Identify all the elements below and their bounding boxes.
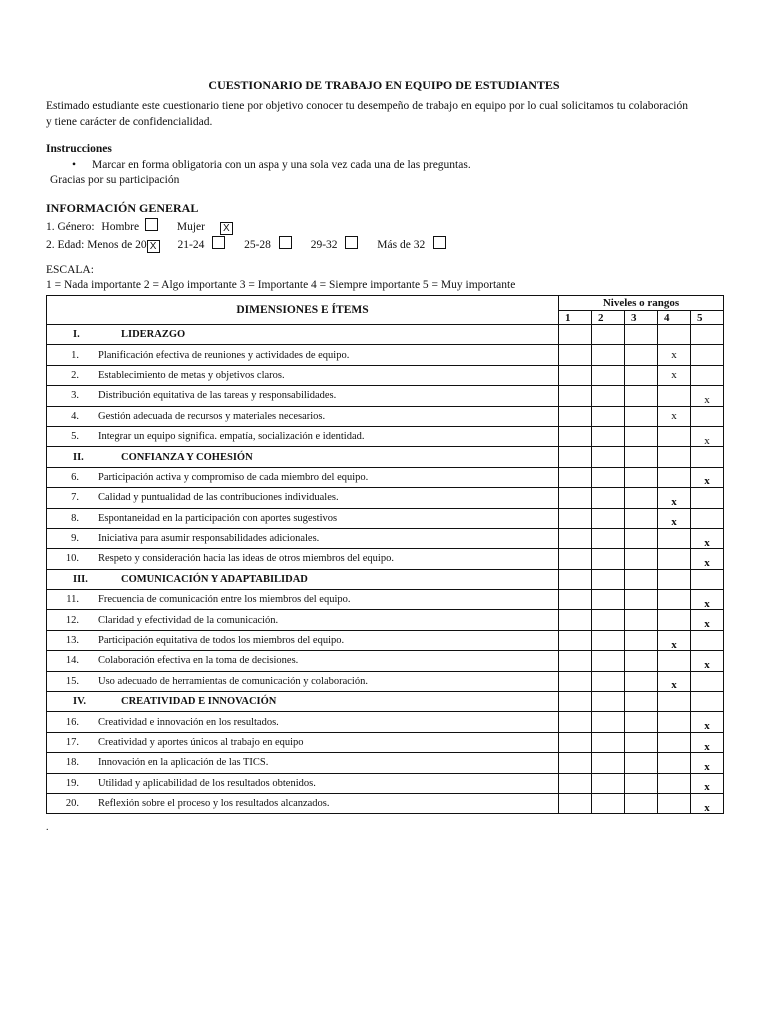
answer-cell[interactable] (592, 406, 625, 426)
table-header-row (47, 296, 724, 311)
answer-cell[interactable] (691, 712, 724, 732)
item-cell (47, 732, 559, 752)
item-row (47, 365, 724, 385)
answer-cell[interactable] (691, 488, 724, 508)
item-row (47, 630, 724, 650)
answer-cell[interactable] (625, 773, 658, 793)
item-text: Respeto y consideración hacia las ideas de otros miembros del equipo. (98, 553, 394, 565)
item-text: Creatividad y aportes únicos al trabajo en equipo (98, 737, 304, 748)
checkbox-29-32[interactable] (345, 236, 358, 249)
answer-cell (691, 569, 724, 589)
answer-cell[interactable] (559, 406, 592, 426)
answer-cell[interactable] (625, 549, 658, 569)
answer-cell[interactable] (559, 528, 592, 548)
answer-cell[interactable] (625, 610, 658, 630)
item-text: Participación equitativa de todos los miembros del equipo. (98, 635, 345, 647)
answer-cell[interactable] (658, 773, 691, 793)
item-row (47, 488, 724, 508)
answer-cell[interactable] (592, 793, 625, 813)
answer-cell[interactable] (625, 671, 658, 691)
item-cell (47, 630, 559, 650)
answer-cell[interactable] (691, 386, 724, 406)
item-number: 1. (71, 349, 79, 361)
answer-cell[interactable] (559, 426, 592, 446)
item-number: 17. (65, 737, 79, 748)
item-text: Claridad y efectividad de la comunicación. (98, 614, 279, 626)
answer-cell[interactable] (691, 365, 724, 385)
item-row (47, 610, 724, 630)
item-number: 7. (71, 492, 79, 504)
item-number: 13. (65, 635, 79, 647)
answer-cell[interactable] (559, 793, 592, 813)
answer-cell[interactable] (658, 610, 691, 630)
items-table (46, 295, 724, 814)
item-number: 11. (66, 594, 79, 606)
answer-cell (691, 325, 724, 345)
item-number: 19. (65, 777, 79, 789)
checkbox-menos-20[interactable]: X (147, 240, 160, 253)
answer-cell[interactable] (625, 508, 658, 528)
general-info-heading: INFORMACIÓN GENERAL (46, 201, 199, 215)
section-number: I. (73, 329, 80, 341)
item-row (47, 406, 724, 426)
answer-cell[interactable] (625, 406, 658, 426)
item-cell (47, 488, 559, 508)
header-dimensions: DIMENSIONES E ÍTEMS (47, 296, 559, 325)
answer-mark: x (704, 434, 710, 447)
age-option-label: 25-28 (244, 239, 271, 251)
answer-cell[interactable] (658, 345, 691, 365)
item-number: 6. (71, 471, 79, 483)
answer-cell[interactable] (658, 793, 691, 813)
instructions-item: Marcar en forma obligatoria con un aspa y una sola vez cada una de las preguntas. (92, 159, 471, 171)
section-name: LIDERAZGO (121, 329, 186, 341)
item-number: 10. (65, 553, 79, 565)
section-title (47, 692, 559, 712)
answer-cell[interactable] (559, 630, 592, 650)
answer-mark: x (704, 781, 710, 794)
answer-cell[interactable] (658, 590, 691, 610)
answer-cell[interactable] (592, 610, 625, 630)
answer-cell[interactable] (691, 773, 724, 793)
answer-cell (559, 325, 592, 345)
answer-cell[interactable] (559, 345, 592, 365)
answer-cell[interactable] (592, 549, 625, 569)
answer-cell (691, 692, 724, 712)
answer-cell[interactable] (559, 488, 592, 508)
item-row (47, 793, 724, 813)
item-number: 4. (71, 410, 79, 422)
answer-cell[interactable] (691, 793, 724, 813)
answer-cell[interactable] (658, 467, 691, 487)
intro-paragraph: Estimado estudiante este cuestionario tiene por objetivo conocer tu desempeño de trabajo en equipo por lo cual solicitamos tu colaboración y tiene carácter de confidencialidad. (46, 100, 688, 128)
item-number: 14. (65, 655, 79, 667)
thanks-text: Gracias por su participación (50, 174, 180, 186)
item-row (47, 467, 724, 487)
gender-option-label: Hombre (101, 221, 140, 233)
answer-cell[interactable] (691, 426, 724, 446)
section-row (47, 692, 724, 712)
answer-cell[interactable] (658, 365, 691, 385)
item-cell (47, 549, 559, 569)
answer-cell[interactable] (592, 712, 625, 732)
item-row (47, 528, 724, 548)
item-number: 20. (65, 798, 79, 810)
section-name: COMUNICACIÓN Y ADAPTABILIDAD (121, 573, 308, 585)
item-cell (47, 610, 559, 630)
answer-cell[interactable] (592, 753, 625, 773)
answer-cell[interactable] (592, 467, 625, 487)
answer-cell[interactable] (691, 590, 724, 610)
checkbox-hombre[interactable] (145, 218, 158, 231)
item-row (47, 671, 724, 691)
item-cell (47, 590, 559, 610)
answer-cell[interactable] (559, 386, 592, 406)
answer-cell[interactable] (658, 386, 691, 406)
answer-cell[interactable] (592, 773, 625, 793)
section-title (47, 325, 559, 345)
age-option-label: 21-24 (177, 239, 205, 251)
item-number: 16. (65, 716, 79, 728)
level-header: 4 (658, 311, 691, 325)
answer-cell[interactable] (658, 426, 691, 446)
item-text: Participación activa y compromiso de cada miembro del equipo. (98, 471, 369, 483)
answer-cell[interactable] (625, 365, 658, 385)
answer-cell (658, 447, 691, 467)
item-text: Gestión adecuada de recursos y materiales necesarios. (98, 410, 326, 422)
answer-cell[interactable] (559, 671, 592, 691)
answer-cell[interactable] (559, 773, 592, 793)
item-number: 18. (65, 757, 79, 769)
item-cell (47, 467, 559, 487)
answer-cell[interactable] (691, 651, 724, 671)
item-number: 8. (71, 512, 79, 524)
checkbox-21-24[interactable] (212, 236, 225, 249)
item-row (47, 712, 724, 732)
section-name: CONFIANZA Y COHESIÓN (121, 451, 253, 463)
answer-mark: x (671, 349, 677, 362)
answer-mark: x (671, 495, 677, 508)
item-cell (47, 508, 559, 528)
answer-cell[interactable] (691, 345, 724, 365)
answer-cell[interactable] (691, 753, 724, 773)
answer-cell[interactable] (625, 651, 658, 671)
document-title: CUESTIONARIO DE TRABAJO EN EQUIPO DE ESTUDIANTES (208, 78, 560, 92)
answer-cell[interactable] (592, 426, 625, 446)
answer-cell[interactable] (559, 712, 592, 732)
item-text: Innovación en la aplicación de las TICS. (98, 757, 269, 769)
item-text: Establecimiento de metas y objetivos claros. (98, 369, 285, 381)
section-name: CREATIVIDAD E INNOVACIÓN (121, 696, 277, 708)
answer-cell[interactable] (691, 630, 724, 650)
answer-mark: x (704, 801, 710, 814)
answer-cell[interactable] (592, 345, 625, 365)
answer-cell (592, 447, 625, 467)
item-text: Creatividad e innovación en los resultados. (98, 716, 279, 728)
answer-cell[interactable] (625, 793, 658, 813)
answer-cell[interactable] (592, 732, 625, 752)
scale-legend: 1 = Nada importante 2 = Algo importante 3 = Importante 4 = Siempre importante 5 = Muy importante (46, 279, 516, 291)
gender-label: 1. Género: (46, 221, 95, 233)
answer-cell[interactable] (559, 651, 592, 671)
answer-cell[interactable] (658, 732, 691, 752)
item-cell (47, 345, 559, 365)
scale-heading: ESCALA: (46, 264, 94, 276)
item-row (47, 386, 724, 406)
section-row (47, 447, 724, 467)
answer-cell (625, 569, 658, 589)
item-cell (47, 712, 559, 732)
answer-cell[interactable] (658, 528, 691, 548)
age-option-label: 29-32 (310, 239, 338, 251)
answer-cell[interactable] (625, 630, 658, 650)
item-row (47, 773, 724, 793)
age-row (46, 236, 446, 253)
answer-cell[interactable] (592, 488, 625, 508)
age-option-label: Más de 32 (377, 239, 426, 251)
answer-cell[interactable] (625, 753, 658, 773)
answer-mark: x (671, 638, 677, 651)
checkbox-mas-32[interactable] (433, 236, 446, 249)
section-number: III. (73, 573, 88, 585)
age-label: 2. Edad: (46, 239, 85, 251)
answer-mark: x (671, 369, 677, 382)
answer-cell (658, 569, 691, 589)
item-text: Calidad y puntualidad de las contribuciones individuales. (98, 492, 339, 504)
answer-mark: x (704, 475, 710, 488)
answer-cell[interactable] (691, 508, 724, 528)
answer-cell[interactable] (658, 671, 691, 691)
section-title (47, 569, 559, 589)
item-row (47, 549, 724, 569)
answer-cell[interactable] (559, 549, 592, 569)
header-levels: Niveles o rangos (559, 296, 724, 311)
checkbox-25-28[interactable] (279, 236, 292, 249)
answer-cell (592, 569, 625, 589)
item-number: 3. (71, 390, 79, 402)
item-row (47, 426, 724, 446)
item-cell (47, 773, 559, 793)
item-number: 5. (71, 431, 79, 443)
level-header: 5 (691, 311, 724, 325)
item-cell (47, 753, 559, 773)
item-row (47, 651, 724, 671)
answer-cell[interactable] (625, 467, 658, 487)
item-text: Utilidad y aplicabilidad de los resultados obtenidos. (98, 777, 316, 789)
answer-cell[interactable] (691, 406, 724, 426)
answer-cell[interactable] (691, 549, 724, 569)
answer-cell[interactable] (625, 426, 658, 446)
answer-cell (625, 325, 658, 345)
answer-mark: x (671, 516, 677, 529)
item-text: Integrar un equipo significa. empatía, socialización e identidad. (98, 431, 365, 443)
answer-cell[interactable] (592, 630, 625, 650)
answer-mark: x (671, 679, 677, 692)
answer-cell (559, 447, 592, 467)
section-title (47, 447, 559, 467)
answer-mark: x (704, 760, 710, 773)
section-number: IV. (73, 696, 86, 708)
answer-mark: x (704, 556, 710, 569)
item-cell (47, 406, 559, 426)
answer-cell (658, 692, 691, 712)
answer-cell[interactable] (658, 406, 691, 426)
item-cell (47, 651, 559, 671)
instructions-heading: Instrucciones (46, 143, 112, 155)
answer-cell (592, 692, 625, 712)
answer-cell[interactable] (625, 528, 658, 548)
answer-cell[interactable] (559, 732, 592, 752)
answer-cell[interactable] (691, 610, 724, 630)
item-text: Iniciativa para asumir responsabilidades adicionales. (98, 533, 320, 545)
answer-cell (625, 692, 658, 712)
answer-mark: x (704, 740, 710, 753)
item-row (47, 753, 724, 773)
answer-cell[interactable] (559, 467, 592, 487)
level-header: 3 (625, 311, 658, 325)
section-number: II. (73, 451, 84, 463)
answer-cell[interactable] (592, 386, 625, 406)
item-text: Espontaneidad en la participación con aportes sugestivos (98, 512, 338, 524)
item-cell (47, 793, 559, 813)
gender-option-label: Mujer (176, 221, 205, 233)
item-row (47, 508, 724, 528)
item-cell (47, 671, 559, 691)
answer-cell (559, 569, 592, 589)
answer-cell[interactable] (559, 365, 592, 385)
age-option-label: Menos de 20 (87, 239, 147, 251)
answer-cell[interactable] (559, 508, 592, 528)
item-cell (47, 386, 559, 406)
item-number: 2. (71, 369, 79, 381)
bullet-icon: • (72, 159, 77, 171)
item-text: Frecuencia de comunicación entre los miembros del equipo. (98, 594, 351, 606)
item-cell (47, 528, 559, 548)
item-row (47, 345, 724, 365)
answer-cell[interactable] (592, 528, 625, 548)
item-row (47, 732, 724, 752)
answer-cell[interactable] (559, 753, 592, 773)
level-header: 1 (559, 311, 592, 325)
answer-cell[interactable] (658, 549, 691, 569)
answer-cell (625, 447, 658, 467)
section-row (47, 569, 724, 589)
answer-cell[interactable] (625, 732, 658, 752)
answer-cell[interactable] (658, 630, 691, 650)
gender-row (46, 218, 233, 235)
answer-cell[interactable] (691, 528, 724, 548)
item-text: Planificación efectiva de reuniones y actividades de equipo. (98, 349, 350, 361)
answer-mark: x (704, 618, 710, 631)
item-number: 15. (65, 675, 79, 687)
answer-cell[interactable] (658, 651, 691, 671)
answer-cell[interactable] (559, 590, 592, 610)
answer-mark: x (704, 536, 710, 549)
answer-mark: x (704, 658, 710, 671)
item-text: Distribución equitativa de las tareas y responsabilidades. (98, 390, 337, 402)
answer-cell[interactable] (625, 488, 658, 508)
answer-cell[interactable] (691, 671, 724, 691)
answer-mark: x (704, 597, 710, 610)
answer-cell (691, 447, 724, 467)
item-text: Reflexión sobre el proceso y los resultados alcanzados. (98, 798, 330, 810)
answer-cell[interactable] (691, 467, 724, 487)
answer-mark: x (671, 410, 677, 423)
item-row (47, 590, 724, 610)
answer-cell (559, 692, 592, 712)
answer-cell[interactable] (658, 712, 691, 732)
answer-cell[interactable] (658, 508, 691, 528)
answer-cell[interactable] (625, 712, 658, 732)
answer-cell[interactable] (625, 345, 658, 365)
item-text: Colaboración efectiva en la toma de decisiones. (98, 655, 299, 667)
answer-cell[interactable] (592, 590, 625, 610)
answer-cell[interactable] (658, 488, 691, 508)
item-text: Uso adecuado de herramientas de comunicación y colaboración. (98, 675, 368, 687)
answer-mark: x (704, 393, 710, 406)
item-number: 9. (71, 533, 79, 545)
level-header: 2 (592, 311, 625, 325)
answer-mark: x (704, 720, 710, 733)
answer-cell[interactable] (658, 753, 691, 773)
answer-cell[interactable] (592, 365, 625, 385)
footer-dot: . (46, 822, 49, 833)
item-number: 12. (65, 614, 79, 626)
answer-cell (658, 325, 691, 345)
answer-cell[interactable] (625, 590, 658, 610)
answer-cell (592, 325, 625, 345)
item-cell (47, 426, 559, 446)
answer-cell[interactable] (592, 508, 625, 528)
answer-cell[interactable] (625, 386, 658, 406)
answer-cell[interactable] (592, 651, 625, 671)
answer-cell[interactable] (592, 671, 625, 691)
item-cell (47, 365, 559, 385)
answer-cell[interactable] (691, 732, 724, 752)
answer-cell[interactable] (559, 610, 592, 630)
checkbox-mujer[interactable]: X (220, 222, 233, 235)
section-row (47, 325, 724, 345)
